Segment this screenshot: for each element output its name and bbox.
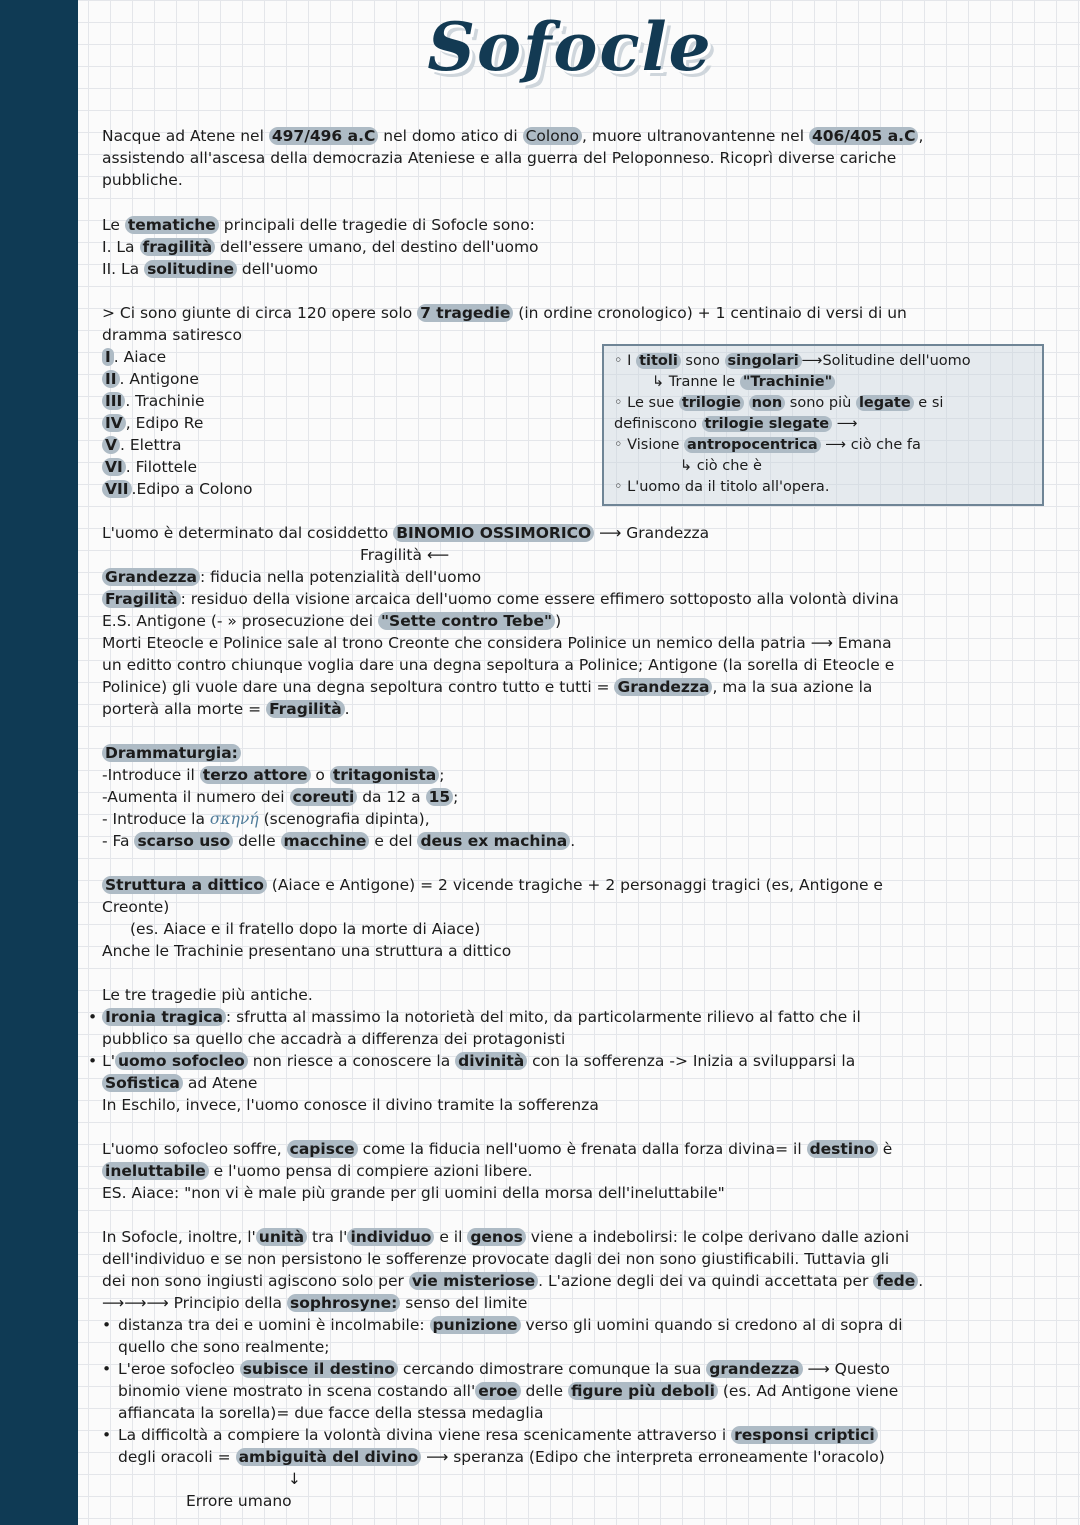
list-item: VII .Edipo a Colono (102, 478, 252, 500)
list-item: I . Aiace (102, 346, 252, 368)
arrow-down-icon: ↓ (288, 1470, 301, 1488)
dittico-section: Struttura a dittico (Aiace e Antigone) = 2 vicende tragiche + 2 personaggi tragici (es, Antigone e Creonte) (es. Aiace e il fratello dopo la morte di Aiace) Anche le Trachinie presentano una struttura a dittico (102, 876, 883, 960)
list-item: IV , Edipo Re (102, 412, 252, 434)
antiche-section: Le tre tragedie più antiche. • Ironia tragica : sfrutta al massimo la notorietà del mito, da particolarmente rilievo al fatto che il pubblico sa quello che accadrà a differenza dei protagonisti • L' uomo sofocleo non riesce a conoscere la divinità con la sofferenza -> Inizia a svilupparsi la Sofistica ad Atene In Eschilo, invece, l'uomo conosce il divino tramite la sofferenza (88, 986, 861, 1114)
summary-box: ◦ I titoli sono singolari⟶Solitudine dell'uomo ↳ Tranne le "Trachinie" ◦ Le sue trilogie non sono più legate e si definiscono trilogie slegate ⟶ ◦ Visione antropocentrica ⟶ ciò che fa ↳ ciò che è ◦ L'uomo da il titolo all'opera. (602, 344, 1044, 506)
arrow-right-icon: ⟶ (421, 1448, 454, 1466)
binomio-section: L'uomo è determinato dal cosiddetto BINOMIO OSSIMORICO ⟶ Grandezza Fragilità ⟵ Grandezza : fiducia nella potenzialità dell'uomo Fragilità : residuo della visione arcaica dell'uomo come essere effimero sottoposto alla volontà divina E.S. Antigone (- » prosecuzione dei "Sette contro Tebe" ) Morti Eteocle e Polinice sale al trono Creonte che considera Polinice un nemico della patria ⟶ Emana un editto contro chiunque voglia dare una degna sepoltura a Polinice; Antigone (la sorella di Eteocle e Polinice) gli vuole dare una degna sepoltura contro tutto e tutti = Grandezza , ma la sua azione la porterà alla morte = Fragilità . (102, 524, 899, 718)
tragedies-list (102, 346, 252, 500)
unita-section: In Sofocle, inoltre, l' unità tra l' individuo e il genos viene a indebolirsi: le colpe derivano dalle azioni dell'individuo e se non persistono le sofferenze provocate dagli dei non sono giustificabili. Tuttavia gli dei non sono ingiusti agiscono solo per vie misteriose . L'azione degli dei va quindi accettata per fede . ⟶⟶⟶ Principio della sophrosyne: senso del limite • distanza tra dei e uomini è incolmabile: punizione verso gli uomini quando si credono al di sopra di quello che sono realmente; • L'eroe sofocleo subisce il destino cercando dimostrare comunque la sua grandezza ⟶ Questo binomio viene mostrato in scena costando all' eroe delle figure più deboli (es. Ad Antigone viene affiancata la sorella)= due facce della stessa medaglia • La difficoltà a compiere la volontà divina viene resa scenicamente attraverso i responsi criptici degli oracoli = ambiguità del divino ⟶ speranza (Edipo che interpreta erroneamente l'oracolo) ↓ Errore umano (102, 1228, 924, 1510)
themes-section: Le tematiche principali delle tragedie di Sofocle sono: I. La fragilità dell'essere umano, del destino dell'uomo II. La solitudine dell'uomo (102, 216, 539, 278)
soffre-section: L'uomo sofocleo soffre, capisce come la fiducia nell'uomo è frenata dalla forza divina= il destino è ineluttabile e l'uomo pensa di compiere azioni libere. ES. Aiace: "non vi è male più grande per gli uomini della morsa dell'ineluttabile" (102, 1140, 893, 1202)
sidebar-band (0, 0, 78, 1525)
arrow-right-icon: ⟶ (594, 524, 627, 542)
arrow-right-icon: ⟶ (805, 634, 838, 652)
arrow-turn-icon: ↳ (652, 374, 669, 390)
list-item: II . Antigone (102, 368, 252, 390)
list-item: VI . Filottele (102, 456, 252, 478)
works-intro: > Ci sono giunte di circa 120 opere solo 7 tragedie (in ordine cronologico) + 1 centinaio di versi di un dramma satiresco (102, 304, 907, 344)
arrow-right-icon: ⟶⟶⟶ (102, 1294, 174, 1312)
arrow-turn-icon: ↳ (680, 458, 697, 474)
intro-paragraph: Nacque ad Atene nel 497/496 a.C nel domo atico di Colono , muore ultranovantenne nel 406/405 a.C , assistendo all'ascesa della democrazia Ateniese e alla guerra del Peloponneso. Ricoprì diverse cariche pubbliche. (102, 127, 924, 189)
page-title: Sofocle (427, 8, 713, 86)
arrow-right-icon: ⟶ (820, 437, 851, 453)
arrow-right-icon: ⟶ (832, 416, 858, 432)
list-item: III . Trachinie (102, 390, 252, 412)
drammaturgia-section: Drammaturgia: -Introduce il terzo attore o tritagonista ; -Aumenta il numero dei coreuti da 12 a 15 ; - Introduce la σκηνή (scenografia dipinta), - Fa scarso uso delle macchine e del deus ex machina . (102, 744, 576, 850)
arrow-left-icon: ⟵ (422, 546, 450, 564)
arrow-right-icon: ⟶ (801, 353, 823, 369)
list-item: V . Elettra (102, 434, 252, 456)
arrow-right-icon: ⟶ (802, 1360, 835, 1378)
